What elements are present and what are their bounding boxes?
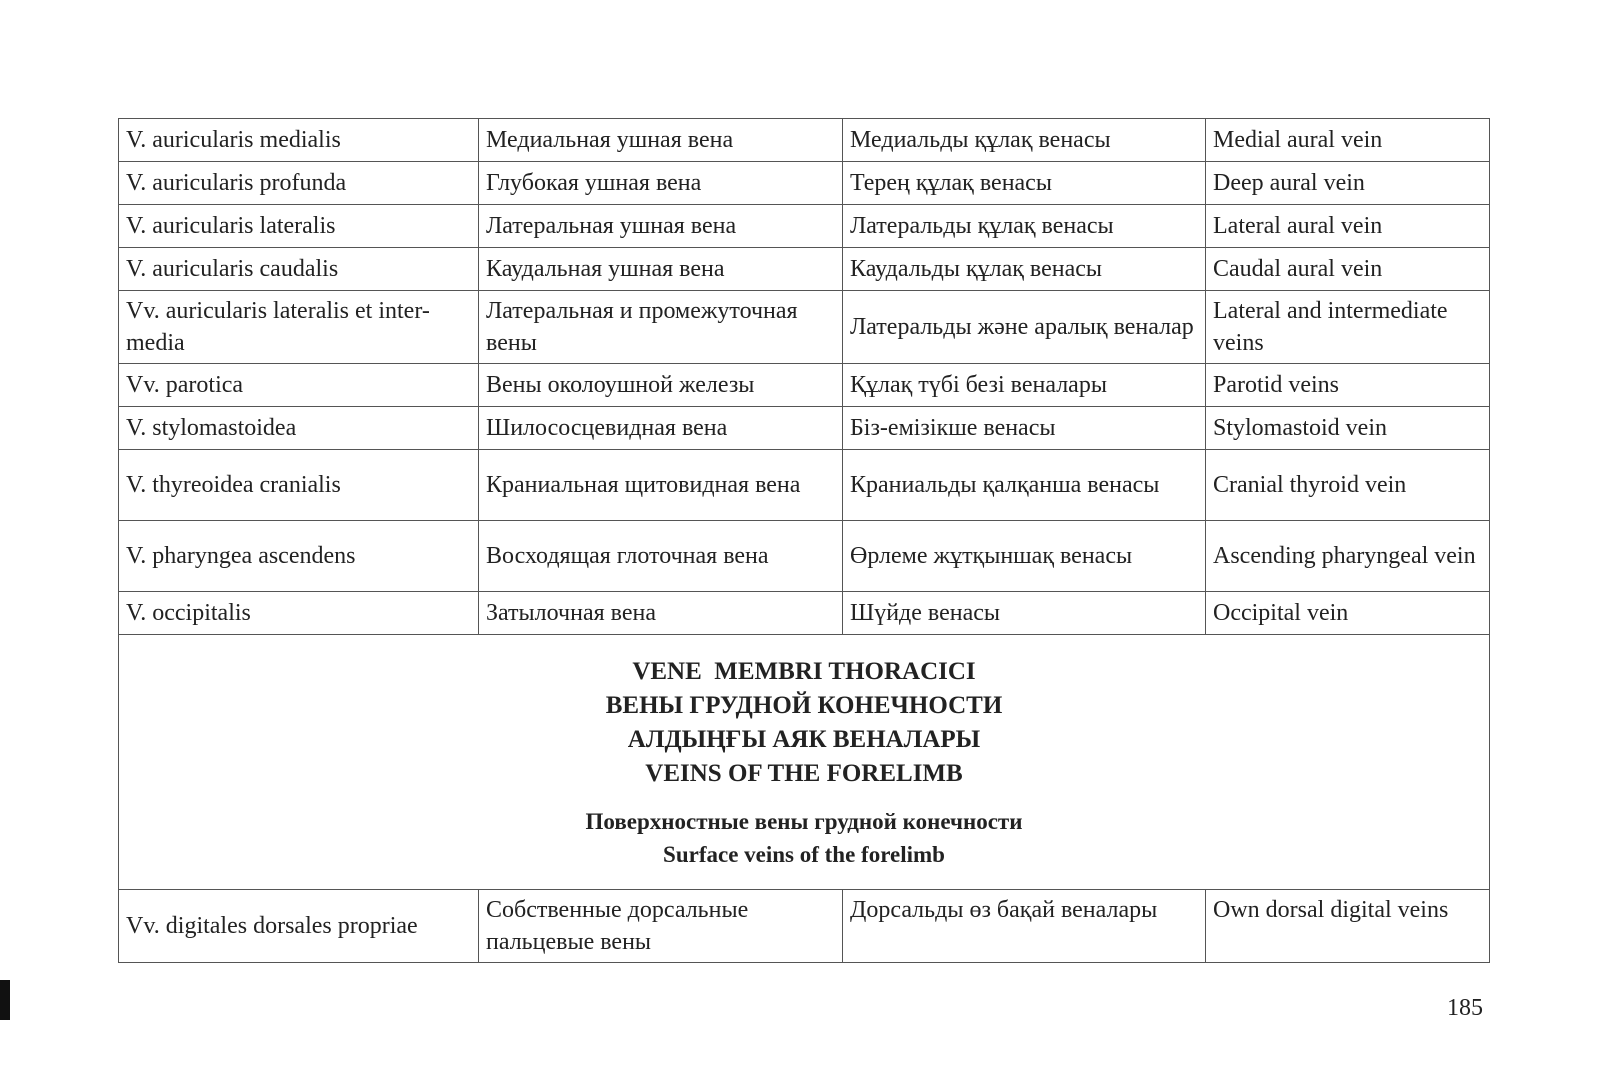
section-title-kazakh: АЛДЫҢҒЫ АЯК ВЕНАЛАРЫ bbox=[627, 726, 981, 753]
page-number: 185 bbox=[1447, 995, 1483, 1021]
english-term: Deep aural vein bbox=[1206, 162, 1490, 205]
latin-term: V. pharyngea ascendens bbox=[119, 521, 479, 592]
english-term: Own dorsal digital veins bbox=[1206, 890, 1490, 963]
section-header-row bbox=[119, 635, 1490, 890]
kazakh-term: Дорсальды өз бақай веналары bbox=[843, 890, 1206, 963]
english-term: Lateral and intermediate veins bbox=[1206, 291, 1490, 364]
latin-term: V. auricularis caudalis bbox=[119, 248, 479, 291]
latin-term: V. auricularis profunda bbox=[119, 162, 479, 205]
latin-term: V. auricularis lateralis bbox=[119, 205, 479, 248]
russian-term: Затылочная вена bbox=[479, 592, 843, 635]
page-edge-mark bbox=[0, 980, 10, 1020]
russian-term: Латеральная и промежуточная вены bbox=[479, 291, 843, 364]
latin-term: V. occipitalis bbox=[119, 592, 479, 635]
russian-term: Шилососцевидная вена bbox=[479, 407, 843, 450]
russian-term: Вены околоушной железы bbox=[479, 364, 843, 407]
table-row bbox=[119, 521, 1490, 592]
kazakh-term: Өрлеме жұтқыншақ венасы bbox=[843, 521, 1206, 592]
english-term: Parotid veins bbox=[1206, 364, 1490, 407]
russian-term: Собственные дорсальные пальцевые вены bbox=[479, 890, 843, 963]
latin-term: Vv. parotica bbox=[119, 364, 479, 407]
section-subtitle-russian: Поверхностные вены грудной конечности bbox=[585, 809, 1023, 834]
kazakh-term: Латеральды құлақ венасы bbox=[843, 205, 1206, 248]
table-row bbox=[119, 890, 1490, 963]
kazakh-term: Латеральды және аралық веналар bbox=[843, 291, 1206, 364]
latin-term: Vv. auricularis lateralis et inter-media bbox=[119, 291, 479, 364]
table-row bbox=[119, 407, 1490, 450]
russian-term: Восходящая глоточная вена bbox=[479, 521, 843, 592]
kazakh-term: Краниальды қалқанша венасы bbox=[843, 450, 1206, 521]
kazakh-term: Терең құлақ венасы bbox=[843, 162, 1206, 205]
kazakh-term: Каудальды құлақ венасы bbox=[843, 248, 1206, 291]
kazakh-term: Шүйде венасы bbox=[843, 592, 1206, 635]
russian-term: Медиальная ушная вена bbox=[479, 119, 843, 162]
russian-term: Латеральная ушная вена bbox=[479, 205, 843, 248]
section-header bbox=[119, 635, 1490, 890]
russian-term: Краниальная щитовидная вена bbox=[479, 450, 843, 521]
table-row bbox=[119, 162, 1490, 205]
table-row bbox=[119, 205, 1490, 248]
table-row bbox=[119, 248, 1490, 291]
table-row bbox=[119, 364, 1490, 407]
latin-term: V. thyreoidea cranialis bbox=[119, 450, 479, 521]
kazakh-term: Біз-емізікше венасы bbox=[843, 407, 1206, 450]
russian-term: Каудальная ушная вена bbox=[479, 248, 843, 291]
section-title-russian: ВЕНЫ ГРУДНОЙ КОНЕЧНОСТИ bbox=[605, 692, 1003, 719]
terminology-table bbox=[118, 118, 1490, 963]
english-term: Lateral aural vein bbox=[1206, 205, 1490, 248]
kazakh-term: Құлақ түбі безі веналары bbox=[843, 364, 1206, 407]
table-row bbox=[119, 291, 1490, 364]
section-title-latin: VENE MEMBRI THORACICI bbox=[632, 658, 976, 685]
english-term: Cranial thyroid vein bbox=[1206, 450, 1490, 521]
table-row bbox=[119, 450, 1490, 521]
english-term: Caudal aural vein bbox=[1206, 248, 1490, 291]
table-row bbox=[119, 592, 1490, 635]
english-term: Stylomastoid vein bbox=[1206, 407, 1490, 450]
latin-term: V. stylomastoidea bbox=[119, 407, 479, 450]
kazakh-term: Медиальды құлақ венасы bbox=[843, 119, 1206, 162]
english-term: Ascending pharyngeal vein bbox=[1206, 521, 1490, 592]
table-row bbox=[119, 119, 1490, 162]
english-term: Occipital vein bbox=[1206, 592, 1490, 635]
latin-term: Vv. digitales dorsales propriae bbox=[119, 890, 479, 963]
english-term: Medial aural vein bbox=[1206, 119, 1490, 162]
latin-term: V. auricularis medialis bbox=[119, 119, 479, 162]
section-subtitle-english: Surface veins of the forelimb bbox=[663, 842, 945, 867]
section-title-english: VEINS OF THE FORELIMB bbox=[645, 760, 963, 787]
russian-term: Глубокая ушная вена bbox=[479, 162, 843, 205]
